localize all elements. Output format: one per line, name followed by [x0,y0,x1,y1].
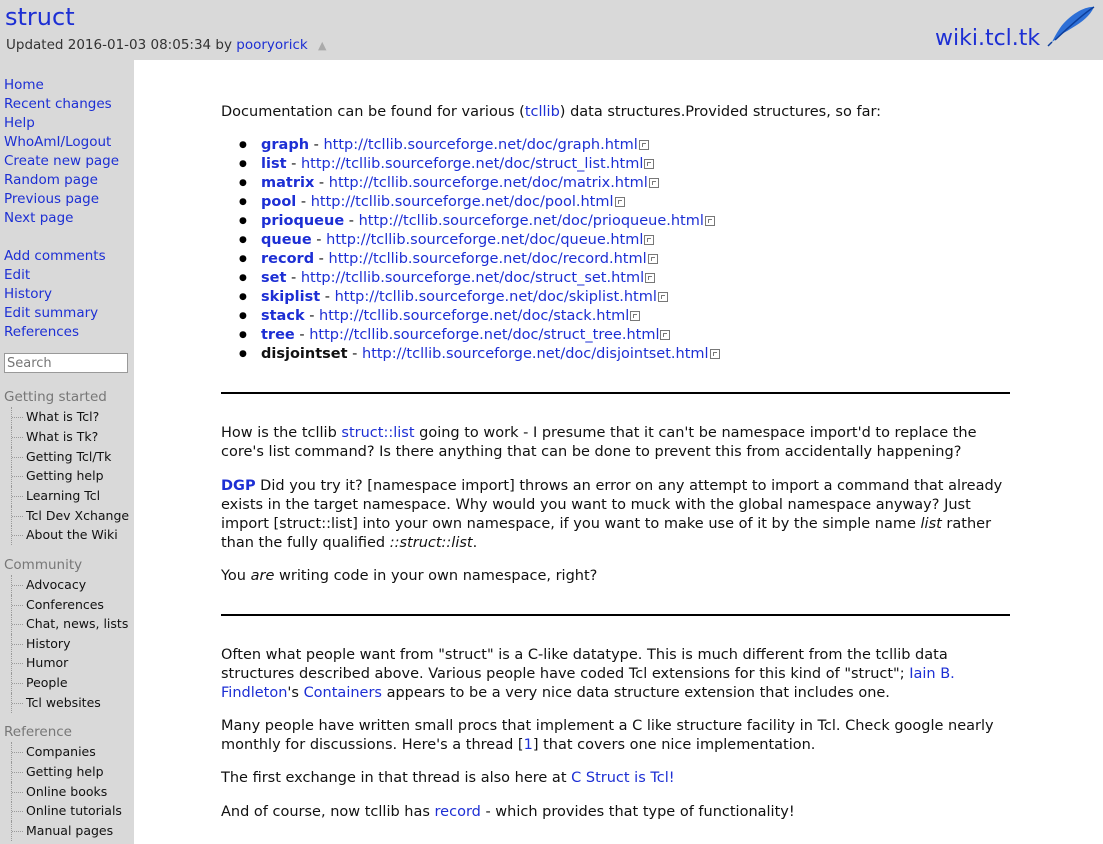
updated-text: Updated 2016-01-03 08:05:34 by [6,37,232,53]
link-chat-news-lists[interactable]: Chat, news, lists [11,614,128,634]
separator: - [314,251,329,267]
link-getting-help[interactable]: Getting help [11,466,104,486]
nav-next-page[interactable]: Next page [4,210,74,226]
separator: - [296,194,311,210]
link-history[interactable]: History [11,634,70,654]
separator: - [309,137,324,153]
link-about-the-wiki[interactable]: About the Wiki [11,525,118,545]
external-link-icon [658,292,668,302]
structure-doc-link[interactable]: http://tcllib.sourceforge.net/doc/struct_list.html [300,156,644,172]
intro-paragraph: Documentation can be found for various (tcllib) data structures.Provided structures, so far: [221,104,882,120]
link-advocacy[interactable]: Advocacy [11,575,86,595]
structure-doc-link[interactable]: http://tcllib.sourceforge.net/doc/stack.html [319,308,630,324]
page-header [0,0,1103,60]
author-link[interactable]: pooryorick [236,37,308,53]
link-learning-tcl[interactable]: Learning Tcl [11,486,100,506]
nav-recent-changes[interactable]: Recent changes [4,96,112,112]
record-link[interactable]: record [434,804,481,820]
search-input[interactable] [4,353,128,373]
nav-history[interactable]: History [4,286,53,302]
structure-doc-link[interactable]: http://tcllib.sourceforge.net/doc/skiplist.html [334,289,657,305]
section-getting-started: Getting started [4,389,107,405]
external-link-icon [705,216,715,226]
link-humor[interactable]: Humor [11,653,68,673]
list-item [261,231,654,250]
structure-doc-link[interactable]: http://tcllib.sourceforge.net/doc/queue.html [326,232,644,248]
link-companies[interactable]: Companies [11,742,96,762]
structure-name-link[interactable]: stack [261,308,305,324]
separator: - [347,346,362,362]
structure-name-link[interactable]: matrix [261,175,315,191]
link-manual-pages[interactable]: Manual pages [11,821,113,841]
link-reference-getting-help[interactable]: Getting help [11,762,104,782]
c-struct-is-tcl-link[interactable]: C Struct is Tcl! [571,770,675,786]
horizontal-rule [221,614,1010,616]
external-link-icon [644,235,654,245]
nav-references[interactable]: References [4,324,80,340]
separator: - [311,232,327,248]
question-paragraph: How is the tcllib struct::list going to work - I presume that it can't be namespace import'd to replace the core's list command? Is there anything that can be done to prevent this from accidentally happening? [221,425,977,460]
structure-doc-link[interactable]: http://tcllib.sourceforge.net/doc/prioqueue.html [358,213,704,229]
structure-name-link[interactable]: skiplist [261,289,321,305]
nav-add-comments[interactable]: Add comments [4,248,106,264]
link-what-is-tcl[interactable]: What is Tcl? [11,407,99,427]
nav-create-new-page[interactable]: Create new page [4,153,120,169]
thread-link-1[interactable]: 1 [523,737,533,753]
iain-findleton-link[interactable]: Iain B. Findleton [221,666,955,701]
separator: - [304,308,320,324]
list-item [261,212,715,231]
section-community: Community [4,557,83,573]
external-link-icon [645,273,655,283]
dgp-answer-paragraph: DGP Did you try it? [namespace import] throws an error on any attempt to import a command that already exists in the target namespace. Why would you want to muck with the global namespace anyway? Just import [struct::list] into your own namespace, if you want to make use of it by the simple name list rather than the fully qualified ::struct::list. [221,478,1003,551]
separator: - [320,289,335,305]
structure-doc-link[interactable]: http://tcllib.sourceforge.net/doc/struct_set.html [300,270,645,286]
structure-doc-link[interactable]: http://tcllib.sourceforge.net/doc/graph.html [323,137,638,153]
nav-help[interactable]: Help [4,115,35,131]
tcllib-link[interactable]: tcllib [524,104,560,120]
updated-info [6,37,326,53]
structure-name-link[interactable]: set [261,270,287,286]
structure-name-link[interactable]: record [261,251,315,267]
separator: - [286,156,301,172]
nav-random-page[interactable]: Random page [4,172,98,188]
link-online-tutorials[interactable]: Online tutorials [11,801,122,821]
section-reference: Reference [4,724,72,740]
structure-doc-link[interactable]: http://tcllib.sourceforge.net/doc/struct_tree.html [309,327,660,343]
structure-name-link[interactable]: queue [261,232,312,248]
separator: - [286,270,301,286]
external-link-icon [649,178,659,188]
list-item [261,250,658,269]
structure-name-link[interactable]: prioqueue [261,213,345,229]
triangle-up-icon: ▲ [318,39,327,52]
structure-name-link[interactable]: pool [261,194,297,210]
nav-home[interactable]: Home [4,77,44,93]
first-exchange-paragraph: The first exchange in that thread is also here at C Struct is Tcl! [221,770,675,786]
structure-name-link[interactable]: tree [261,327,295,343]
list-item [261,288,668,307]
link-getting-tcl-tk[interactable]: Getting Tcl/Tk [11,447,111,467]
link-conferences[interactable]: Conferences [11,595,104,615]
list-item [261,174,659,193]
nav-previous-page[interactable]: Previous page [4,191,100,207]
small-procs-paragraph: Many people have written small procs that implement a C like structure facility in Tcl. Check google nearly monthly for discussions. Here's a thread [1] that covers one nice implementation. [221,718,994,753]
structure-name-link: disjointset [261,346,348,362]
struct-list-link[interactable]: struct::list [341,425,415,441]
link-tcl-dev-xchange[interactable]: Tcl Dev Xchange [11,506,129,526]
external-link-icon [630,311,640,321]
external-link-icon [648,254,658,264]
link-what-is-tk[interactable]: What is Tk? [11,427,98,447]
external-link-icon [710,349,720,359]
structure-doc-link[interactable]: http://tcllib.sourceforge.net/doc/pool.html [310,194,614,210]
structure-doc-link[interactable]: http://tcllib.sourceforge.net/doc/disjointset.html [362,346,709,362]
separator: - [344,213,359,229]
external-link-icon [660,330,670,340]
sidebar [0,60,134,844]
list-item [261,136,649,155]
page-title[interactable]: struct [5,3,75,31]
record-paragraph: And of course, now tcllib has record - which provides that type of functionality! [221,804,795,820]
structure-doc-link[interactable]: http://tcllib.sourceforge.net/doc/record.html [328,251,647,267]
link-online-books[interactable]: Online books [11,782,107,802]
link-tcl-websites[interactable]: Tcl websites [11,693,101,713]
dgp-link[interactable]: DGP [221,478,256,494]
external-link-icon [639,140,649,150]
nav-edit-summary[interactable]: Edit summary [4,305,99,321]
separator: - [314,175,329,191]
site-name-link[interactable]: wiki.tcl.tk [935,26,1041,51]
struct-datatype-paragraph: Often what people want from "struct" is a C-like datatype. This is much different from the tcllib data structures described above. Various people have coded Tcl extensions for this kind of "struct"; Iain B. Findleton's Containers appears to be a very nice data structure extension that includes one. [221,647,955,701]
separator: - [294,327,310,343]
structure-name-link[interactable]: graph [261,137,310,153]
horizontal-rule [221,392,1010,394]
structure-name-link[interactable]: list [261,156,287,172]
list-item [261,345,720,364]
external-link-icon [615,197,625,207]
structure-doc-link[interactable]: http://tcllib.sourceforge.net/doc/matrix.html [328,175,648,191]
list-item [261,269,655,288]
feather-logo-icon [1046,4,1098,48]
list-item [261,193,625,212]
list-item [261,307,640,326]
followup-paragraph: You are writing code in your own namespace, right? [221,568,598,584]
list-item [261,155,654,174]
nav-edit[interactable]: Edit [4,267,31,283]
external-link-icon [644,159,654,169]
list-item [261,326,670,345]
containers-link[interactable]: Containers [303,685,382,701]
nav-whoami-logout[interactable]: WhoAmI/Logout [4,134,112,150]
link-people[interactable]: People [11,673,68,693]
